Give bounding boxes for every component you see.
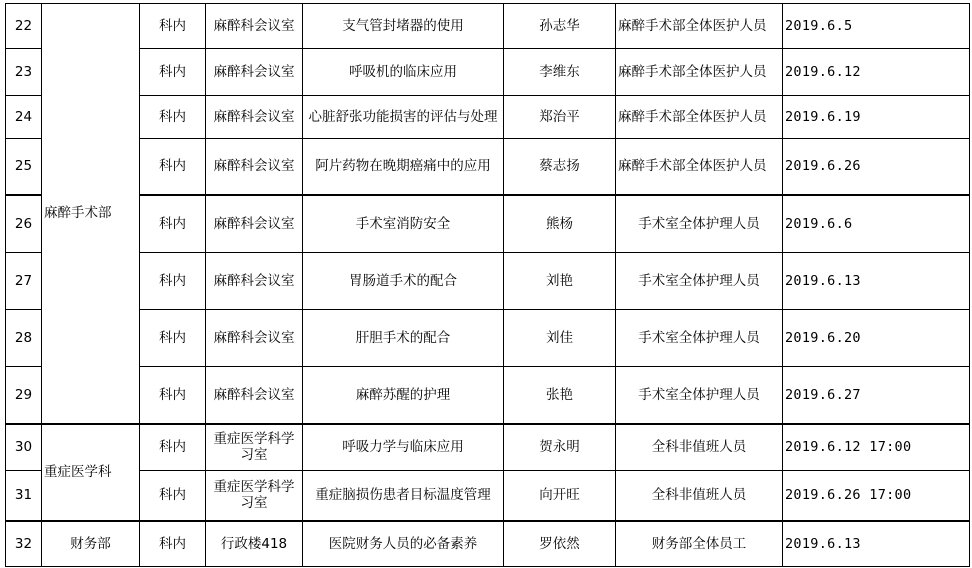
table-row [6,253,970,310]
table-row [6,96,970,139]
audience-cell: 手术室全体护理人员 [616,367,783,424]
table-row [6,310,970,367]
audience-cell: 全科非值班人员 [616,424,783,471]
date-cell: 2019.6.26 [783,139,970,195]
lecturer-cell: 张艳 [504,367,616,424]
topic-cell: 胃肠道手术的配合 [303,253,504,310]
lecturer-cell: 罗依然 [504,521,616,567]
lecturer-cell: 孙志华 [504,4,616,49]
training-type: 科内 [140,4,206,49]
location-cell: 麻醉科会议室 [206,49,303,96]
training-type: 科内 [140,49,206,96]
location-cell: 麻醉科会议室 [206,253,303,310]
location-cell: 行政楼418 [206,521,303,567]
audience-cell: 麻醉手术部全体医护人员 [616,139,783,195]
lecturer-cell: 刘艳 [504,253,616,310]
audience-cell: 手术室全体护理人员 [616,253,783,310]
date-cell: 2019.6.20 [783,310,970,367]
date-cell: 2019.6.13 [783,253,970,310]
audience-cell: 手术室全体护理人员 [616,310,783,367]
training-type: 科内 [140,367,206,424]
training-type: 科内 [140,195,206,253]
date-cell: 2019.6.5 [783,4,970,49]
audience-cell: 麻醉手术部全体医护人员 [616,96,783,139]
topic-cell: 麻醉苏醒的护理 [303,367,504,424]
date-cell: 2019.6.13 [783,521,970,567]
lecturer-cell: 向开旺 [504,471,616,521]
row-number: 32 [6,521,42,567]
location-cell: 麻醉科会议室 [206,310,303,367]
topic-cell: 手术室消防安全 [303,195,504,253]
topic-cell: 支气管封堵器的使用 [303,4,504,49]
location-cell: 麻醉科会议室 [206,367,303,424]
row-number: 23 [6,49,42,96]
row-number: 25 [6,139,42,195]
row-number: 31 [6,471,42,521]
location-cell: 麻醉科会议室 [206,96,303,139]
location-cell: 麻醉科会议室 [206,4,303,49]
training-type: 科内 [140,471,206,521]
topic-cell: 医院财务人员的必备素养 [303,521,504,567]
lecturer-cell: 郑治平 [504,96,616,139]
table-row [6,367,970,424]
date-cell: 2019.6.12 17:00 [783,424,970,471]
schedule-table [5,3,970,567]
date-cell: 2019.6.12 [783,49,970,96]
audience-cell: 麻醉手术部全体医护人员 [616,49,783,96]
topic-cell: 呼吸机的临床应用 [303,49,504,96]
location-cell: 重症医学科学习室 [206,424,303,471]
date-cell: 2019.6.19 [783,96,970,139]
location-cell: 麻醉科会议室 [206,195,303,253]
department-cell: 财务部 [42,521,140,567]
department-cell: 重症医学科 [42,424,140,521]
table-row [6,471,970,521]
table-row [6,4,970,49]
row-number: 28 [6,310,42,367]
row-number: 22 [6,4,42,49]
row-number: 30 [6,424,42,471]
location-cell: 重症医学科学习室 [206,471,303,521]
audience-cell: 麻醉手术部全体医护人员 [616,4,783,49]
training-type: 科内 [140,424,206,471]
row-number: 24 [6,96,42,139]
topic-cell: 重症脑损伤患者目标温度管理 [303,471,504,521]
lecturer-cell: 李维东 [504,49,616,96]
training-type: 科内 [140,310,206,367]
audience-cell: 手术室全体护理人员 [616,195,783,253]
table-row [6,521,970,567]
topic-cell: 心脏舒张功能损害的评估与处理 [303,96,504,139]
topic-cell: 呼吸力学与临床应用 [303,424,504,471]
date-cell: 2019.6.26 17:00 [783,471,970,521]
row-number: 26 [6,195,42,253]
lecturer-cell: 刘佳 [504,310,616,367]
lecturer-cell: 贺永明 [504,424,616,471]
table-row [6,49,970,96]
training-type: 科内 [140,96,206,139]
date-cell: 2019.6.6 [783,195,970,253]
topic-cell: 肝胆手术的配合 [303,310,504,367]
training-type: 科内 [140,521,206,567]
table-row [6,139,970,195]
department-cell: 麻醉手术部 [42,4,140,424]
topic-cell: 阿片药物在晚期癌痛中的应用 [303,139,504,195]
location-cell: 麻醉科会议室 [206,139,303,195]
audience-cell: 财务部全体员工 [616,521,783,567]
date-cell: 2019.6.27 [783,367,970,424]
row-number: 27 [6,253,42,310]
training-type: 科内 [140,139,206,195]
lecturer-cell: 熊杨 [504,195,616,253]
table-row [6,195,970,253]
lecturer-cell: 蔡志扬 [504,139,616,195]
audience-cell: 全科非值班人员 [616,471,783,521]
table-row [6,424,970,471]
row-number: 29 [6,367,42,424]
training-type: 科内 [140,253,206,310]
